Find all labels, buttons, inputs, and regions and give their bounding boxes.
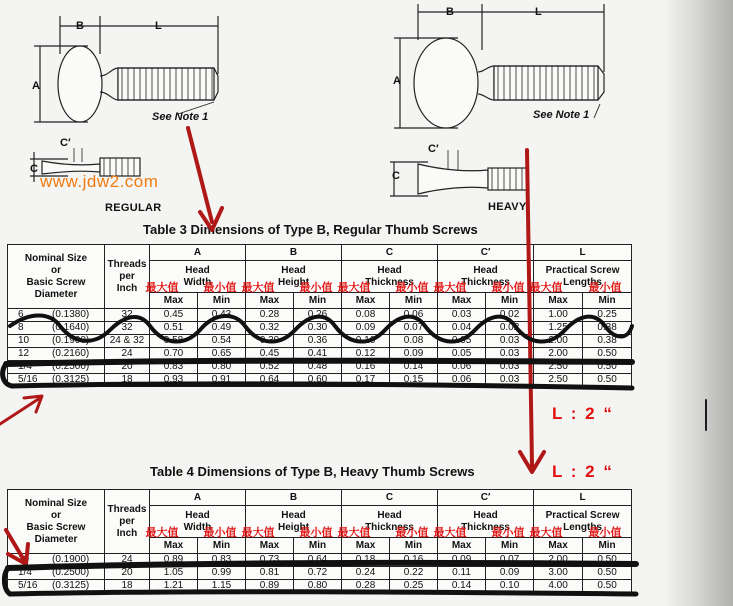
table4-row: [8, 580, 632, 593]
table3-group-name: Practical Screw Lengths: [534, 261, 632, 293]
table3-header-nominal: Nominal Size or Basic Screw Diameter: [8, 245, 105, 309]
red-max-annotation: 最大值: [529, 281, 563, 294]
table3-cell: 0.09: [390, 348, 438, 361]
table3-max: Max: [150, 293, 198, 309]
heavy-caption: HEAVY: [488, 201, 527, 213]
table3-cell: 2.00: [534, 335, 583, 348]
red-min-annotation: 最小值: [395, 281, 429, 294]
red-max-annotation: 最大值: [337, 281, 371, 294]
table4-cell: 0.89: [246, 580, 294, 593]
table4-cell: 0.16: [390, 554, 438, 567]
table3-min: Min: [486, 293, 534, 309]
table4-cell: 0.80: [294, 580, 342, 593]
red-max-annotation: 最大值: [529, 526, 563, 539]
table4-cell: 20: [105, 567, 150, 580]
table4-header-nominal: Nominal Size or Basic Screw Diameter: [8, 490, 105, 554]
table3-cell: 0.25: [583, 309, 632, 322]
table4-group-name: Practical Screw Lengths: [534, 506, 632, 538]
table3-group-letter: B: [246, 245, 342, 261]
table4-title: Table 4 Dimensions of Type B, Heavy Thumb Screws: [150, 464, 475, 479]
table3-cell: 0.70: [150, 348, 198, 361]
table3-cell: 0.06: [438, 374, 486, 387]
table3-cell: 0.50: [583, 361, 632, 374]
table3-cell-nominal: 1/4 (0.2500): [8, 361, 105, 374]
table4-group-letter: B: [246, 490, 342, 506]
table3-cell: 24 & 32: [105, 335, 150, 348]
red-min-annotation: 最小值: [299, 526, 333, 539]
table3-cell: 0.58: [150, 335, 198, 348]
table4-group-letter: C: [342, 490, 438, 506]
table3-min: Min: [390, 293, 438, 309]
table3-cell: 0.03: [486, 361, 534, 374]
table4-cell: 0.83: [198, 554, 246, 567]
table3-cell-nominal: 6 (0.1380): [8, 309, 105, 322]
table4-max: Max: [534, 538, 583, 554]
table4-cell: 0.09: [438, 554, 486, 567]
table3-group-letter: C: [342, 245, 438, 261]
table3-cell: 0.38: [583, 322, 632, 335]
table3-cell: 0.51: [150, 322, 198, 335]
table4-cell: 0.11: [438, 567, 486, 580]
table3-cell: 0.28: [246, 309, 294, 322]
table3-cell: 0.03: [486, 374, 534, 387]
table4-min: Min: [294, 538, 342, 554]
table3-row: [8, 374, 632, 387]
table4-cell-nominal: 5/16 (0.3125): [8, 580, 105, 593]
table3-cell: 0.39: [246, 335, 294, 348]
table3-cell: 0.08: [390, 335, 438, 348]
table4-cell-nominal: 10 (0.1900): [8, 554, 105, 567]
table4-cell: 0.18: [342, 554, 390, 567]
table4-cell: 0.99: [198, 567, 246, 580]
table3-max: Max: [534, 293, 583, 309]
table3-cell-nominal: 10 (0.1900): [8, 335, 105, 348]
table3-cell: 2.50: [534, 374, 583, 387]
table3-cell: 0.45: [150, 309, 198, 322]
table4-header-threads: Threads per Inch: [105, 490, 150, 554]
table3-cell: 0.02: [486, 322, 534, 335]
table4-cell: 0.10: [486, 580, 534, 593]
table3-group-letter: A: [150, 245, 246, 261]
table3-cell: 32: [105, 309, 150, 322]
heavy-dim-l-label: L: [535, 6, 542, 18]
table4-cell: 3.00: [534, 567, 583, 580]
table3-min: Min: [198, 293, 246, 309]
table4-cell: 18: [105, 580, 150, 593]
watermark-text: www.jdw2.com: [40, 172, 159, 191]
regular-dim-cprime-label: C′: [60, 137, 71, 149]
table3-max: Max: [438, 293, 486, 309]
red-max-annotation: 最大值: [337, 526, 371, 539]
regular-see-note: See Note 1: [152, 111, 209, 123]
table4-group-letter: L: [534, 490, 632, 506]
red-min-annotation: 最小值: [588, 281, 622, 294]
table3-max: Max: [246, 293, 294, 309]
table3-cell: 0.50: [583, 348, 632, 361]
table3-cell: 0.03: [486, 348, 534, 361]
table3-cell: 0.10: [342, 335, 390, 348]
table3-cell: 0.83: [150, 361, 198, 374]
table3-cell: 0.49: [198, 322, 246, 335]
table3-title: Table 3 Dimensions of Type B, Regular Thumb Screws: [143, 222, 478, 237]
red-max-annotation: 最大值: [145, 526, 179, 539]
table4-cell: 0.24: [342, 567, 390, 580]
table3-cell: 0.43: [198, 309, 246, 322]
table4-heavy-dimensions: [7, 489, 632, 593]
table3-cell: 0.06: [438, 361, 486, 374]
table3-cell: 0.36: [294, 335, 342, 348]
red-max-annotation: 最大值: [433, 526, 467, 539]
heavy-screw-drawing: [388, 0, 618, 205]
table3-cell: 0.80: [198, 361, 246, 374]
table3-cell: 0.05: [438, 335, 486, 348]
red-length-note-lower: L : 2 “: [552, 462, 614, 481]
table3-cell: 0.54: [198, 335, 246, 348]
table3-cell: 1.25: [534, 322, 583, 335]
table3-cell-nominal: 12 (0.2160): [8, 348, 105, 361]
table3-cell: 0.45: [246, 348, 294, 361]
red-max-annotation: 最大值: [433, 281, 467, 294]
table3-row: [8, 348, 632, 361]
table4-cell: 0.50: [583, 580, 632, 593]
table3-group-name: Head Height: [246, 261, 342, 293]
table4-cell: 0.89: [150, 554, 198, 567]
table4-cell: 0.81: [246, 567, 294, 580]
table3-cell: 0.04: [438, 322, 486, 335]
heavy-dim-c-label: C: [392, 170, 400, 182]
table3-group-name: Head Width: [150, 261, 246, 293]
table3-cell: 24: [105, 348, 150, 361]
table4-group-letter: A: [150, 490, 246, 506]
table4-min: Min: [486, 538, 534, 554]
table4-cell: 1.05: [150, 567, 198, 580]
table4-cell: 4.00: [534, 580, 583, 593]
table4-group-name: Head Width: [150, 506, 246, 538]
table3-cell: 0.17: [342, 374, 390, 387]
table4-max: Max: [246, 538, 294, 554]
table3-cell: 0.93: [150, 374, 198, 387]
table4-cell: 2.00: [534, 554, 583, 567]
table4-cell: 0.50: [583, 554, 632, 567]
table3-row: [8, 322, 632, 335]
table3-regular-dimensions: [7, 244, 632, 387]
table3-row: [8, 335, 632, 348]
table3-cell: 0.38: [583, 335, 632, 348]
red-min-annotation: 最小值: [588, 526, 622, 539]
table4-cell: 1.15: [198, 580, 246, 593]
table4-max: Max: [438, 538, 486, 554]
red-min-annotation: 最小值: [203, 526, 237, 539]
table3-cell: 0.15: [390, 374, 438, 387]
table3-cell: 0.03: [438, 309, 486, 322]
table3-cell: 0.08: [342, 309, 390, 322]
table3-cell: 0.64: [246, 374, 294, 387]
table3-header-threads: Threads per Inch: [105, 245, 150, 309]
regular-caption: REGULAR: [105, 202, 162, 214]
table4-cell: 0.72: [294, 567, 342, 580]
table3-cell: 0.65: [198, 348, 246, 361]
regular-dim-a-label: A: [32, 80, 40, 92]
table4-cell-nominal: 1/4 (0.2500): [8, 567, 105, 580]
red-min-annotation: 最小值: [203, 281, 237, 294]
table3-cell-nominal: 5/16 (0.3125): [8, 374, 105, 387]
table3-cell: 0.09: [342, 322, 390, 335]
table3-cell: 0.48: [294, 361, 342, 374]
table3-cell: 0.60: [294, 374, 342, 387]
page-curl-shadow: [663, 0, 733, 606]
table4-row: [8, 567, 632, 580]
table3-cell: 0.91: [198, 374, 246, 387]
table4-group-letter: C′: [438, 490, 534, 506]
table3-cell: 2.50: [534, 361, 583, 374]
table3-cell: 0.06: [390, 309, 438, 322]
table3-row: [8, 309, 632, 322]
table4-cell: 0.14: [438, 580, 486, 593]
table4-min: Min: [583, 538, 632, 554]
table4-group-name: Head Height: [246, 506, 342, 538]
red-length-note-upper: L : 2 “: [552, 404, 614, 423]
table4-cell: 24: [105, 554, 150, 567]
table4-row: [8, 554, 632, 567]
table3-cell: 1.00: [534, 309, 583, 322]
table4-cell: 0.28: [342, 580, 390, 593]
table3-cell: 0.03: [486, 335, 534, 348]
table3-cell: 0.16: [342, 361, 390, 374]
table3-cell: 0.52: [246, 361, 294, 374]
table4-cell: 0.25: [390, 580, 438, 593]
table3-cell: 2.00: [534, 348, 583, 361]
table3-cell-nominal: 8 (0.1640): [8, 322, 105, 335]
red-max-annotation: 最大值: [145, 281, 179, 294]
table4-group-name: Head Thickness: [342, 506, 438, 538]
red-max-annotation: 最大值: [241, 526, 275, 539]
table3-cell: 0.05: [438, 348, 486, 361]
table4-cell: 0.07: [486, 554, 534, 567]
red-min-annotation: 最小值: [395, 526, 429, 539]
table4-cell: 1.21: [150, 580, 198, 593]
table3-cell: 20: [105, 361, 150, 374]
table4-min: Min: [390, 538, 438, 554]
table3-cell: 0.26: [294, 309, 342, 322]
table3-cell: 0.41: [294, 348, 342, 361]
table4-cell: 0.73: [246, 554, 294, 567]
regular-dim-b-label: B: [76, 20, 84, 32]
table3-cell: 0.30: [294, 322, 342, 335]
red-min-annotation: 最小值: [491, 526, 525, 539]
red-min-annotation: 最小值: [299, 281, 333, 294]
table3-cell: 0.02: [486, 309, 534, 322]
table4-cell: 0.22: [390, 567, 438, 580]
table3-group-letter: L: [534, 245, 632, 261]
table4-cell: 0.64: [294, 554, 342, 567]
heavy-dim-cprime-label: C′: [428, 143, 439, 155]
table3-cell: 32: [105, 322, 150, 335]
table4-cell: 0.09: [486, 567, 534, 580]
table3-group-letter: C′: [438, 245, 534, 261]
table4-cell: 0.50: [583, 567, 632, 580]
table3-cell: 0.12: [342, 348, 390, 361]
red-max-annotation: 最大值: [241, 281, 275, 294]
table3-cell: 0.07: [390, 322, 438, 335]
table4-min: Min: [198, 538, 246, 554]
table4-group-name: Head Thickness: [438, 506, 534, 538]
table3-max: Max: [342, 293, 390, 309]
heavy-see-note: See Note 1: [533, 109, 590, 121]
table3-cell: 0.14: [390, 361, 438, 374]
table4-max: Max: [342, 538, 390, 554]
table3-cell: 0.50: [583, 374, 632, 387]
table4-max: Max: [150, 538, 198, 554]
heavy-dim-b-label: B: [446, 6, 454, 18]
table3-min: Min: [583, 293, 632, 309]
table3-min: Min: [294, 293, 342, 309]
table3-cell: 0.32: [246, 322, 294, 335]
red-min-annotation: 最小值: [491, 281, 525, 294]
regular-dim-c-label: C: [30, 163, 38, 175]
table3-group-name: Head Thickness: [438, 261, 534, 293]
regular-dim-l-label: L: [155, 20, 162, 32]
table3-group-name: Head Thickness: [342, 261, 438, 293]
table3-row: [8, 361, 632, 374]
table3-cell: 18: [105, 374, 150, 387]
heavy-dim-a-label: A: [393, 75, 401, 87]
